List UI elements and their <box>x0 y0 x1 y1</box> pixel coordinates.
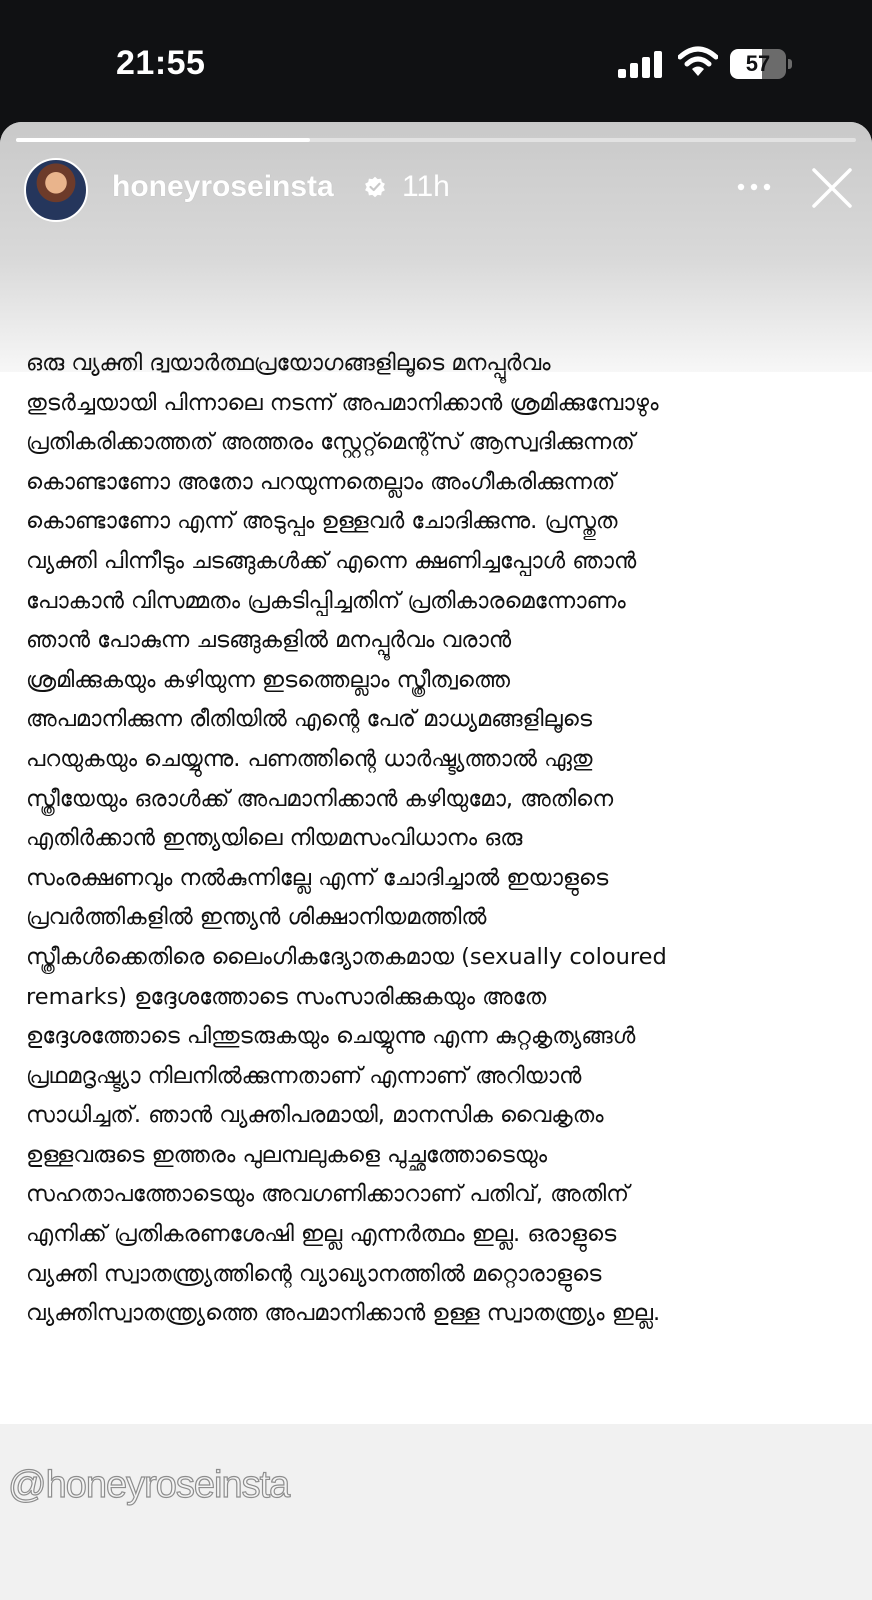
statement-line: സഹതാപത്തോടെയും അവഗണിക്കാറാണ് പതിവ്, അതിന് <box>26 1181 630 1208</box>
statement-line: കൊണ്ടാണോ എന്ന് അടുപ്പം ഉള്ളവർ ചോദിക്കുന്നു. പ്രസ്തുത <box>26 508 618 535</box>
close-icon[interactable] <box>810 166 854 210</box>
statement-line: ശ്രമിക്കുകയും കഴിയുന്ന ഇടത്തെല്ലാം സ്ത്രീത്വത്തെ <box>26 666 510 693</box>
statement-line: കൊണ്ടാണോ അതോ പറയുന്നതെല്ലാം അംഗീകരിക്കുന്നത് <box>26 468 616 495</box>
avatar[interactable] <box>24 158 88 222</box>
statement-line: പ്രഥമദൃഷ്ട്യാ നിലനിൽക്കുന്നതാണ് എന്നാണ് അറിയാൻ <box>26 1062 582 1089</box>
statement-line: സാധിച്ചത്. ഞാൻ വ്യക്തിപരമായി, മാനസിക വൈകൃതം <box>26 1102 604 1129</box>
more-options-icon[interactable] <box>734 172 774 202</box>
story-viewer[interactable] <box>0 122 872 1600</box>
statement-line: വ്യക്തി പിന്നീടും ചടങ്ങുകൾക്ക് എന്നെ ക്ഷണിച്ചപ്പോൾ ഞാൻ <box>26 547 637 574</box>
statement-line: പ്രതികരിക്കാത്തത് അത്തരം സ്റ്റേറ്റ്മെന്റ്സ് ആസ്വദിക്കുന്നത് <box>26 429 635 456</box>
statement-line: remarks) ഉദ്ദേശത്തോടെ സംസാരിക്കുകയും അതേ <box>26 983 547 1010</box>
battery-level-text: 57 <box>745 51 771 76</box>
story-progress-fill <box>16 138 310 142</box>
verified-badge-icon <box>364 176 386 198</box>
story-header-gradient <box>0 122 872 372</box>
statement-line: പറയുകയും ചെയ്യുന്നു. പണത്തിന്റെ ധാർഷ്ട്യത്താൽ ഏതു <box>26 745 593 772</box>
statement-line: ഉള്ളവരുടെ ഇത്തരം പുലമ്പലുകളെ പുച്ഛത്തോടെയും <box>26 1141 548 1168</box>
cellular-signal-icon <box>618 50 664 78</box>
statement-line: സംരക്ഷണവും നൽകുന്നില്ലേ എന്ന് ചോദിച്ചാൽ ഇയാളുടെ <box>26 864 609 891</box>
story-progress-bar <box>16 138 856 142</box>
status-bar <box>0 0 872 122</box>
statement-line: തുടർച്ചയായി പിന്നാലെ നടന്ന് അപമാനിക്കാൻ ശ്രമിക്കുമ്പോഴും <box>26 389 659 416</box>
story-username[interactable]: honeyroseinsta <box>112 170 334 203</box>
username-watermark: @honeyroseinsta <box>8 1464 290 1506</box>
statement-line: അപമാനിക്കുന്ന രീതിയിൽ എന്റെ പേര് മാധ്യമങ്ങളിലൂടെ <box>26 706 593 733</box>
statement-line: വ്യക്തിസ്വാതന്ത്ര്യത്തെ അപമാനിക്കാൻ ഉള്ള സ്വാതന്ത്ര്യം ഇല്ല. <box>26 1300 661 1327</box>
statement-line: എനിക്ക് പ്രതികരണശേഷി ഇല്ല എന്നർത്ഥം ഇല്ല. ഒരാളുടെ <box>26 1221 617 1248</box>
story-time-ago: 11h <box>402 170 450 203</box>
statement-line: ഉദ്ദേശത്തോടെ പിന്തുടരുകയും ചെയ്യുന്നു എന്ന കുറ്റകൃത്യങ്ങൾ <box>26 1023 636 1050</box>
story-bottom-area <box>0 1424 872 1600</box>
wifi-icon <box>678 46 718 78</box>
statement-line: എതിർക്കാൻ ഇന്ത്യയിലെ നിയമസംവിധാനം ഒരു <box>26 825 523 852</box>
statement-line: പോകാൻ വിസമ്മതം പ്രകടിപ്പിച്ചതിന് പ്രതികാരമെന്നോണം <box>26 587 626 614</box>
statement-line: സ്ത്രീയേയും ഒരാൾക്ക് അപമാനിക്കാൻ കഴിയുമോ, അതിനെ <box>26 785 614 812</box>
statement-line: പ്രവർത്തികളിൽ ഇന്ത്യൻ ശിക്ഷാനിയമത്തിൽ <box>26 904 487 931</box>
story-statement-text <box>26 344 852 1334</box>
statement-line: വ്യക്തി സ്വാതന്ത്ര്യത്തിന്റെ വ്യാഖ്യാനത്തിൽ മറ്റൊരാളുടെ <box>26 1260 602 1287</box>
statement-line: ഞാൻ പോകുന്ന ചടങ്ങുകളിൽ മനപ്പൂർവം വരാൻ <box>26 627 512 654</box>
statement-line: സ്ത്രീകൾക്കെതിരെ ലൈംഗികദ്യോതകമായ (sexually coloured <box>26 943 667 970</box>
statement-line: ഒരു വ്യക്തി ദ്വയാർത്ഥപ്രയോഗങ്ങളിലൂടെ മനപ്പൂർവം <box>26 350 551 376</box>
battery-icon <box>730 49 788 79</box>
status-time: 21:55 <box>116 44 206 82</box>
